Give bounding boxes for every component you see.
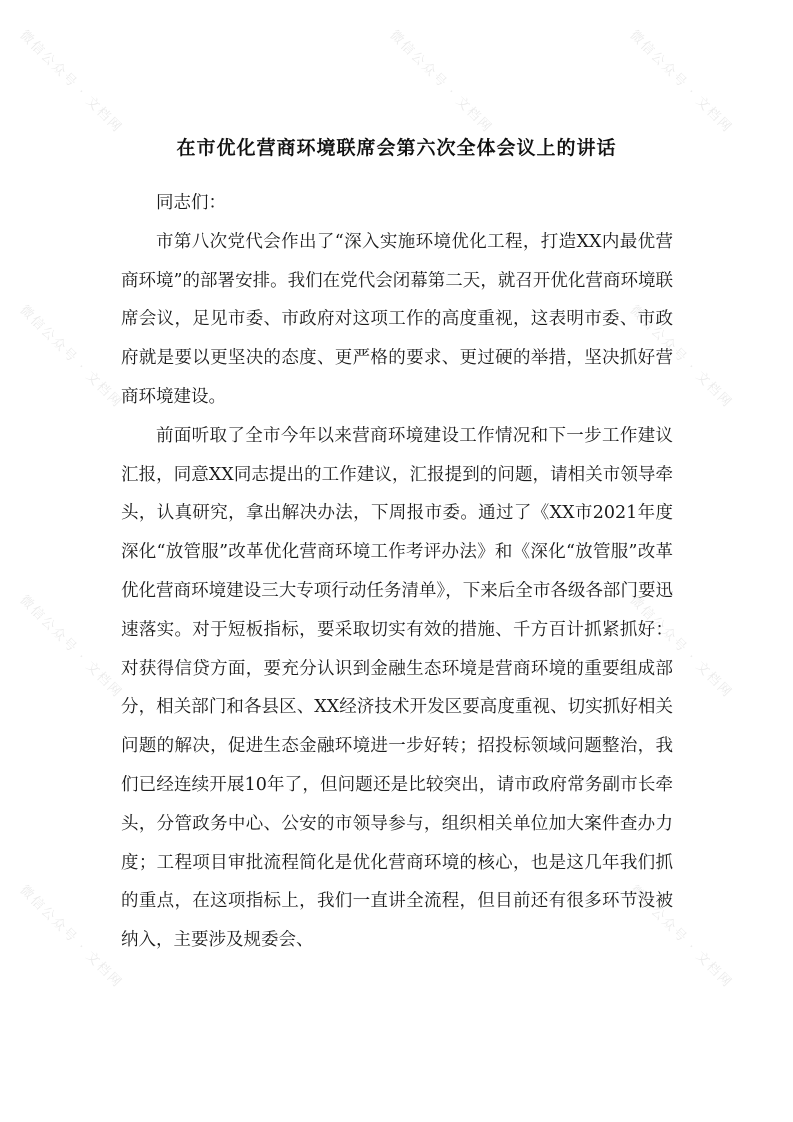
- watermark-text: 微信公众号 · 文档网: [16, 302, 126, 412]
- watermark-text: 微信公众号 · 文档网: [16, 592, 126, 702]
- paragraph: 前面听取了全市今年以来营商环境建设工作情况和下一步工作建议汇报，同意XX同志提出的工作建议，汇报提到的问题，请相关市领导牵头，认真研究，拿出解决办法，下周报市委。通过了《XX市2021年度深化“放管服”改革优化营商环境工作考评办法》和《深化“放管服”改革优化营商环境建设三大专项行动任务清单》，下来后全市各级各部门要迅速落实。对于短板指标，要采取切实有效的措施、千方百计抓紧抓好：对获得信贷方面，要充分认识到金融生态环境是营商环境的重要组成部分，相关部门和各县区、XX经济技术开发区要高度重视、切实抓好相关问题的解决，促进生态金融环境进一步好转；招投标领域问题整治，我们已经连续开展10年了，但问题还是比较突出，请市政府常务副市长牵头，分管政务中心、公安的市领导参与，组织相关单位加大案件查办力度；工程项目审批流程简化是优化营商环境的核心，也是这几年我们抓的重点，在这项指标上，我们一直讲全流程，但目前还有很多环节没被纳入，主要涉及规委会、: [121, 425, 673, 951]
- watermark-text: 微信公众号 · 文档网: [16, 882, 126, 992]
- watermark-text: 微信公众号 · 文档网: [626, 302, 736, 412]
- paragraph: 市第八次党代会作出了“深入实施环境优化工程，打造XX内最优营商环境”的部署安排。我们在党代会闭幕第二天，就召开优化营商环境联席会议，足见市委、市政府对这项工作的高度重视，这表明市委、市政府就是要以更坚决的态度、更严格的要求、更过硬的举措，坚决抓好营商环境建设。: [121, 231, 673, 407]
- watermark-text: 微信公众号 · 文档网: [626, 882, 736, 992]
- salutation: 同志们：: [156, 193, 226, 213]
- document-body: [121, 184, 673, 960]
- watermark-text: 微信公众号 · 文档网: [626, 592, 736, 702]
- document-title: 在市优化营商环境联席会第六次全体会议上的讲话: [176, 137, 617, 159]
- watermark-text: 微信公众号 · 文档网: [626, 27, 736, 137]
- watermark-text: 微信公众号 · 文档网: [16, 27, 126, 137]
- watermark-text: 微信公众号 · 文档网: [386, 27, 496, 137]
